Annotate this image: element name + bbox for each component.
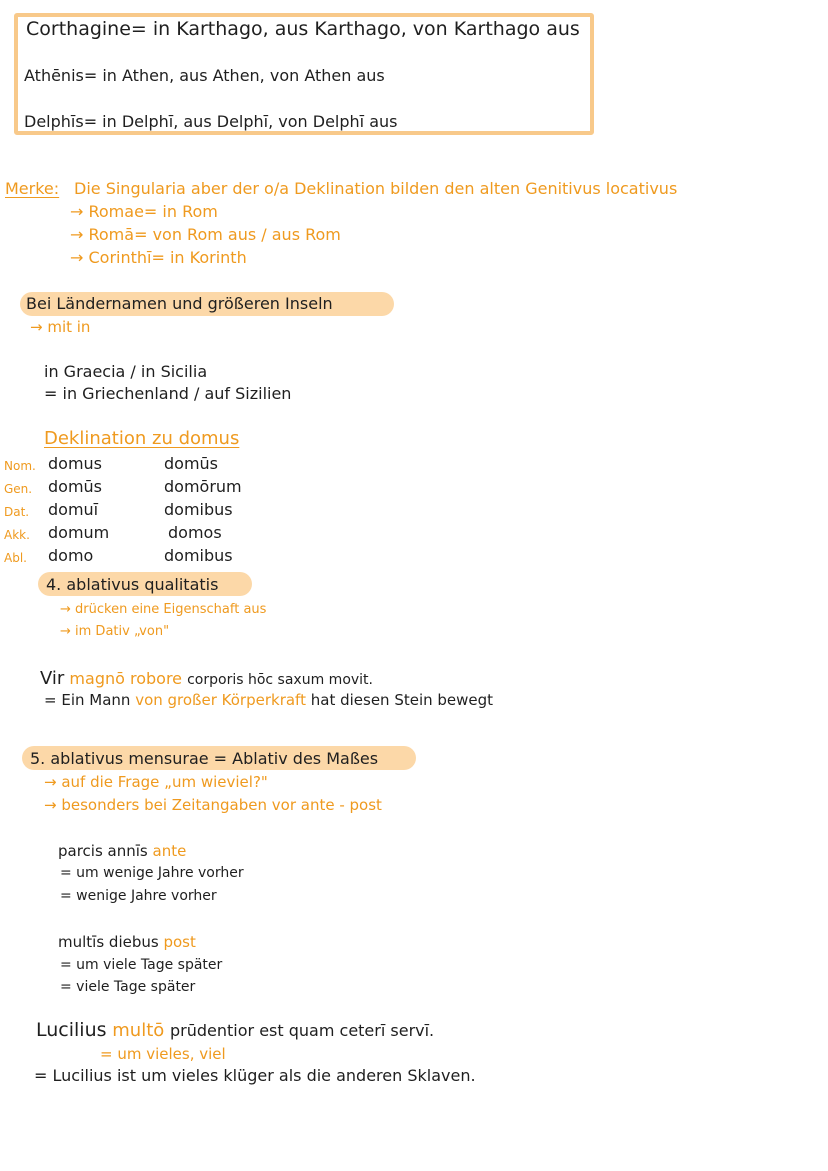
box-line-1: Corthagine= in Karthago, aus Karthago, von Karthago aus [26, 18, 580, 40]
domus-singular: domo [48, 546, 94, 565]
example-word: Vir [40, 668, 65, 689]
merke-item: → Corinthī= in Korinth [70, 248, 247, 267]
example-word: multīs diebus [58, 933, 159, 951]
example-text: in Graecia / in Sicilia [44, 362, 208, 381]
translation-highlight: von großer Körperkraft [135, 691, 306, 709]
example-sentence [40, 670, 373, 688]
section-heading: 4. ablativus qualitatis [46, 575, 219, 594]
merke-item: → Romā= von Rom aus / aus Rom [70, 225, 341, 244]
translation-text: = um viele Tage später [60, 957, 223, 973]
note: → auf die Frage „um wieviel?" [44, 773, 268, 791]
domus-singular: domum [48, 523, 110, 542]
box-line-3: Delphīs= in Delphī, aus Delphī, von Delphī aus [24, 112, 398, 131]
domus-plural: domibus [164, 500, 233, 519]
example-word: prūdentior est quam ceterī servī. [170, 1021, 435, 1040]
merke-text: Die Singularia aber der o/a Deklination bilden den alten Genitivus locativus [74, 179, 678, 198]
translation-word: = Ein Mann [44, 691, 131, 709]
case-label: Nom. [4, 459, 36, 473]
example-line [58, 844, 186, 859]
case-label: Akk. [4, 528, 30, 542]
domus-plural: domibus [164, 546, 233, 565]
translation-word: hat diesen Stein bewegt [310, 691, 494, 709]
domus-title: Deklination zu domus [44, 428, 240, 449]
note: → besonders bei Zeitangaben vor ante - post [44, 796, 382, 814]
domus-singular: domuī [48, 500, 99, 519]
translation-note: = um vieles, viel [100, 1045, 226, 1063]
translation-text: = viele Tage später [60, 979, 196, 995]
translation-text: = um wenige Jahre vorher [60, 865, 244, 881]
section-heading: Bei Ländernamen und größeren Inseln [26, 294, 333, 313]
example-word: corporis hōc saxum movit. [187, 672, 373, 688]
box-line-2: Athēnis= in Athen, aus Athen, von Athen aus [24, 66, 385, 85]
rule-note: → mit in [30, 318, 91, 336]
example-highlight: ante [152, 842, 187, 860]
case-label: Gen. [4, 482, 33, 496]
section-heading: 5. ablativus mensurae = Ablativ des Maßes [30, 749, 379, 768]
example-highlight: post [163, 933, 196, 951]
domus-singular: domūs [48, 477, 103, 496]
case-label: Dat. [4, 505, 30, 519]
translation-sentence: = Lucilius ist um vieles klüger als die anderen Sklaven. [34, 1066, 476, 1085]
example-highlight: magnō robore [69, 669, 183, 688]
translation-text: = in Griechenland / auf Sizilien [44, 384, 292, 403]
domus-singular: domus [48, 454, 103, 473]
note: → drücken eine Eigenschaft aus [60, 602, 267, 617]
note: → im Dativ „von" [60, 624, 170, 639]
merke-item: → Romae= in Rom [70, 202, 218, 221]
case-label: Abl. [4, 551, 27, 565]
example-sentence [36, 1021, 434, 1040]
translation-text: = wenige Jahre vorher [60, 888, 217, 904]
domus-plural: domōrum [164, 477, 242, 496]
example-word: parcis annīs [58, 842, 148, 860]
domus-plural: domūs [164, 454, 219, 473]
example-line [58, 935, 196, 950]
example-highlight: multō [112, 1020, 165, 1041]
example-word: Lucilius [36, 1019, 107, 1041]
translation-sentence [44, 693, 493, 708]
merke-label: Merke: [5, 179, 60, 198]
domus-plural: domos [168, 523, 222, 542]
